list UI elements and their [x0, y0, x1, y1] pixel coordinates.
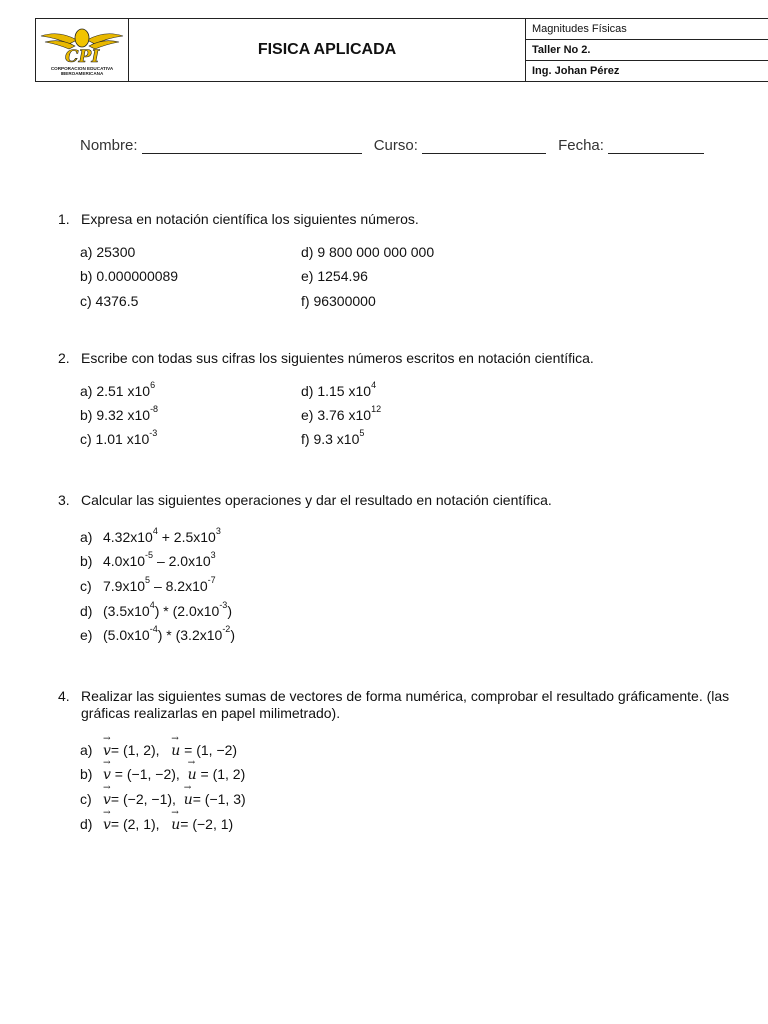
- logo-caption-line1: CORPORACION EDUCATIVA: [50, 66, 114, 71]
- exponent-2: 3: [210, 550, 216, 560]
- q2-item-d: [301, 380, 377, 399]
- q4-item-d: [80, 816, 233, 833]
- workshop-cell: Taller No 2.: [526, 40, 768, 61]
- name-label: Nombre:: [80, 137, 138, 154]
- item-letter: c): [80, 578, 92, 594]
- term-1: (3.5x10: [103, 603, 150, 619]
- exponent-2: -2: [222, 624, 231, 634]
- q1-item-e: e) 1254.96: [301, 268, 368, 284]
- term-1: 4.32x10: [103, 529, 153, 545]
- q1-item-c: c) 4376.5: [80, 293, 139, 309]
- q3-item-e: [80, 624, 235, 643]
- q2-item-a: [80, 380, 156, 399]
- vector-u: → u: [171, 743, 180, 759]
- q3-item-a: [80, 526, 221, 545]
- vector-u: → u: [171, 817, 180, 833]
- exponent-1: 5: [145, 575, 151, 585]
- vector-u-value: = (−1, 3): [192, 791, 246, 807]
- exponent-2: -7: [207, 575, 216, 585]
- vector-v: → v: [103, 743, 111, 759]
- vector-u-value: = (1, 2): [196, 766, 246, 782]
- item-letter: b): [80, 553, 93, 569]
- q3-item-b: [80, 550, 216, 569]
- vector-u: → u: [188, 767, 197, 783]
- vector-v: → v: [103, 792, 111, 808]
- subject-cell: Magnitudes Físicas: [526, 19, 768, 40]
- q4-item-a: [80, 742, 237, 759]
- term-3: ): [230, 627, 235, 643]
- question-text: Calcular las siguientes operaciones y dar el resultado en notación científica.: [81, 492, 552, 508]
- term-2: + 2.5x10: [157, 529, 216, 545]
- date-line[interactable]: [608, 139, 704, 154]
- vector-u: → u: [184, 792, 193, 808]
- term-2: – 2.0x10: [153, 553, 211, 569]
- exponent-1: 4: [152, 526, 158, 536]
- exponent-1: -5: [145, 550, 154, 560]
- vector-u-value: = (−2, 1): [180, 816, 234, 832]
- item-exponent: -8: [150, 404, 159, 414]
- exponent-1: -4: [149, 624, 158, 634]
- vector-v-value: = (−1, −2),: [110, 766, 180, 782]
- item-letter: e): [80, 627, 93, 643]
- q3-item-c: [80, 575, 216, 594]
- item-letter: d): [80, 603, 93, 619]
- term-2: – 8.2x10: [150, 578, 208, 594]
- date-label: Fecha:: [558, 137, 604, 154]
- item-label: f) 9.3 x10: [301, 431, 360, 447]
- question-number: 1.: [58, 211, 70, 227]
- vector-v: → v: [103, 767, 111, 783]
- question-text: Escribe con todas sus cifras los siguientes números escritos en notación científica.: [81, 350, 594, 366]
- logo-cell: [36, 19, 129, 82]
- term-1: 4.0x10: [103, 553, 146, 569]
- vector-v-value: = (1, 2),: [110, 742, 160, 758]
- item-letter: a): [80, 529, 93, 545]
- item-label: e) 3.76 x10: [301, 407, 372, 423]
- logo-caption-line2: IBEROAMERICANA: [60, 71, 104, 76]
- q1-item-d: d) 9 800 000 000 000: [301, 244, 435, 260]
- question-text: Expresa en notación científica los siguientes números.: [81, 211, 419, 227]
- header-table: [35, 18, 768, 82]
- item-letter: d): [80, 816, 93, 832]
- item-letter: c): [80, 791, 92, 807]
- exponent-2: -3: [219, 600, 228, 610]
- item-label: d) 1.15 x10: [301, 383, 372, 399]
- term-3: ): [227, 603, 232, 619]
- item-letter: b): [80, 766, 93, 782]
- vector-v: → v: [103, 817, 111, 833]
- exponent-1: 4: [149, 600, 155, 610]
- item-letter: a): [80, 742, 93, 758]
- logo-initials: CPI: [65, 47, 100, 67]
- item-label: c) 1.01 x10: [80, 431, 150, 447]
- vector-u-value: = (1, −2): [180, 742, 238, 758]
- logo-caption: [36, 66, 128, 76]
- q1-item-a: a) 25300: [80, 244, 136, 260]
- q1-item-f: f) 96300000: [301, 293, 376, 309]
- q2-item-b: [80, 404, 159, 423]
- q2-item-c: [80, 428, 158, 447]
- question-text: Realizar las siguientes sumas de vectores de forma numérica, comprobar el resultado gráficamente. (las gráficas realizarlas en papel milimetrado).: [81, 688, 730, 721]
- q1-item-b: b) 0.000000089: [80, 268, 179, 284]
- q2-item-f: [301, 428, 365, 447]
- item-label: a) 2.51 x10: [80, 383, 151, 399]
- item-exponent: 4: [371, 380, 377, 390]
- question-number: 4.: [58, 688, 70, 704]
- item-label: b) 9.32 x10: [80, 407, 151, 423]
- item-exponent: 12: [371, 404, 382, 414]
- item-exponent: 5: [359, 428, 365, 438]
- name-line[interactable]: [142, 139, 362, 154]
- q3-item-d: [80, 600, 232, 619]
- document-title: FISICA APLICADA: [129, 19, 526, 82]
- item-exponent: -3: [149, 428, 158, 438]
- q4-item-b: [80, 766, 245, 783]
- vector-v-value: = (2, 1),: [110, 816, 160, 832]
- q4-item-c: [80, 791, 246, 808]
- term-2: ) * (2.0x10: [154, 603, 220, 619]
- course-label: Curso:: [373, 137, 418, 154]
- course-line[interactable]: [422, 139, 546, 154]
- school-logo-icon: [39, 26, 125, 68]
- teacher-cell: Ing. Johan Pérez: [526, 61, 768, 82]
- term-1: (5.0x10: [103, 627, 150, 643]
- term-1: 7.9x10: [103, 578, 146, 594]
- question-number: 2.: [58, 350, 70, 366]
- question-number: 3.: [58, 492, 70, 508]
- term-2: ) * (3.2x10: [157, 627, 223, 643]
- student-fields: [80, 137, 712, 154]
- item-exponent: 6: [150, 380, 156, 390]
- exponent-2: 3: [215, 526, 221, 536]
- q2-item-e: [301, 404, 382, 423]
- vector-v-value: = (−2, −1),: [110, 791, 176, 807]
